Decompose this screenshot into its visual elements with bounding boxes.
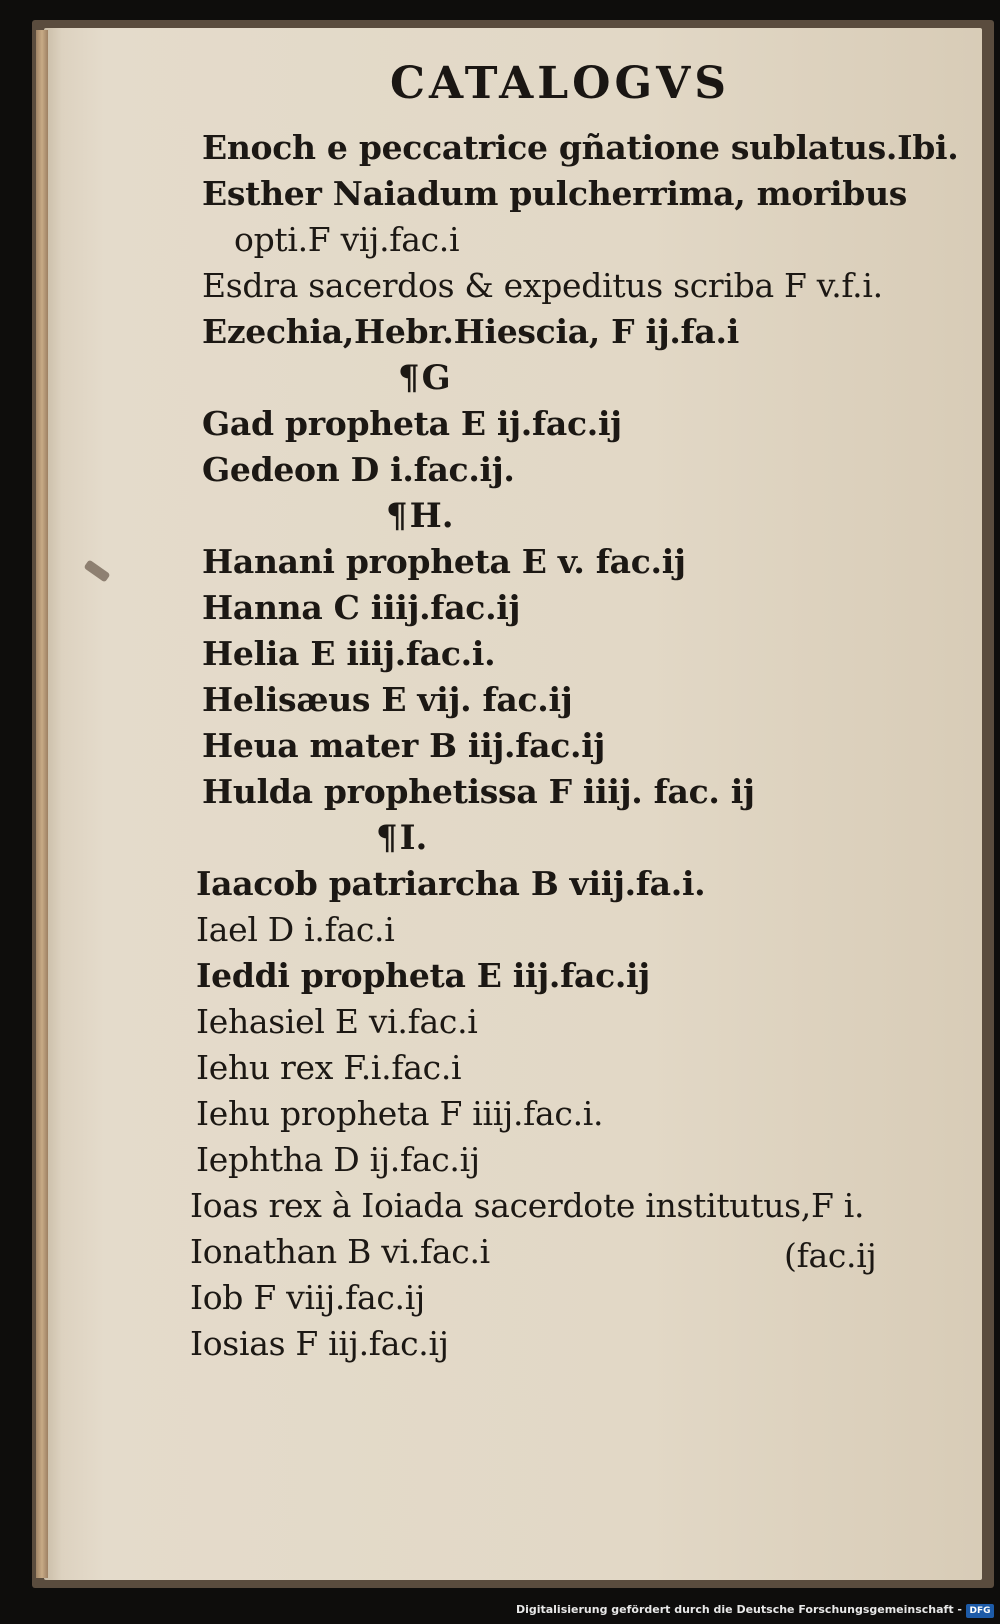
section-heading-i: ¶I. (376, 818, 428, 858)
entry-heua: Heua mater B iij.fac.ij (202, 726, 606, 765)
dfg-logo: DFG (966, 1604, 994, 1618)
entry-iael: Iael D i.fac.i (196, 910, 395, 949)
entry-helia: Helia E iiij.fac.i. (202, 634, 496, 673)
pilcrow-icon: ¶ (398, 358, 420, 398)
entry-iaacob: Iaacob patriarcha B viij.fa.i. (196, 864, 706, 903)
entry-hanani: Hanani propheta E v. fac.ij (202, 542, 686, 581)
entry-ezechia: Ezechia,Hebr.Hiescia, F ij.fa.i (202, 312, 739, 351)
entry-gad: Gad propheta E ij.fac.ij (202, 404, 622, 443)
footer-bar (0, 1592, 1000, 1624)
entry-enoch: Enoch e peccatrice gñatione sublatus.Ibi. (202, 128, 959, 167)
entry-iob: Iob F viij.fac.ij (190, 1278, 425, 1317)
entry-ionathan: Ionathan B vi.fac.i (190, 1232, 490, 1271)
funding-note: Digitalisierung gefördert durch die Deutsche Forschungsgemeinschaft - (515, 1603, 962, 1616)
page-heading: CATALOGVS (390, 58, 730, 109)
entry-helisaeus: Helisæus E vij. fac.ij (202, 680, 573, 719)
entry-ioas-cont: (fac.ij (784, 1236, 877, 1275)
pilcrow-icon: ¶ (386, 496, 408, 536)
entry-gedeon: Gedeon D i.fac.ij. (202, 450, 515, 489)
entry-esther: Esther Naiadum pulcherrima, moribus (202, 174, 908, 213)
entry-esdra: Esdra sacerdos & expeditus scriba F v.f.i. (202, 266, 883, 305)
pilcrow-icon: ¶ (376, 818, 398, 858)
section-heading-h: ¶H. (386, 496, 454, 536)
entry-ioas: Ioas rex à Ioiada sacerdote institutus,F i. (190, 1186, 865, 1225)
section-heading-g: ¶G (398, 358, 451, 398)
entry-hulda: Hulda prophetissa F iiij. fac. ij (202, 772, 755, 811)
entry-esther-cont: opti.F vij.fac.i (234, 220, 460, 259)
entry-iehu-rex: Iehu rex F.i.fac.i (196, 1048, 462, 1087)
entry-ieddi: Ieddi propheta E iij.fac.ij (196, 956, 650, 995)
entry-iehu-propheta: Iehu propheta F iiij.fac.i. (196, 1094, 604, 1133)
entry-iephtha: Iephtha D ij.fac.ij (196, 1140, 480, 1179)
entry-hanna: Hanna C iiij.fac.ij (202, 588, 521, 627)
entry-iehasiel: Iehasiel E vi.fac.i (196, 1002, 478, 1041)
entry-iosias: Iosias F iij.fac.ij (190, 1324, 449, 1363)
